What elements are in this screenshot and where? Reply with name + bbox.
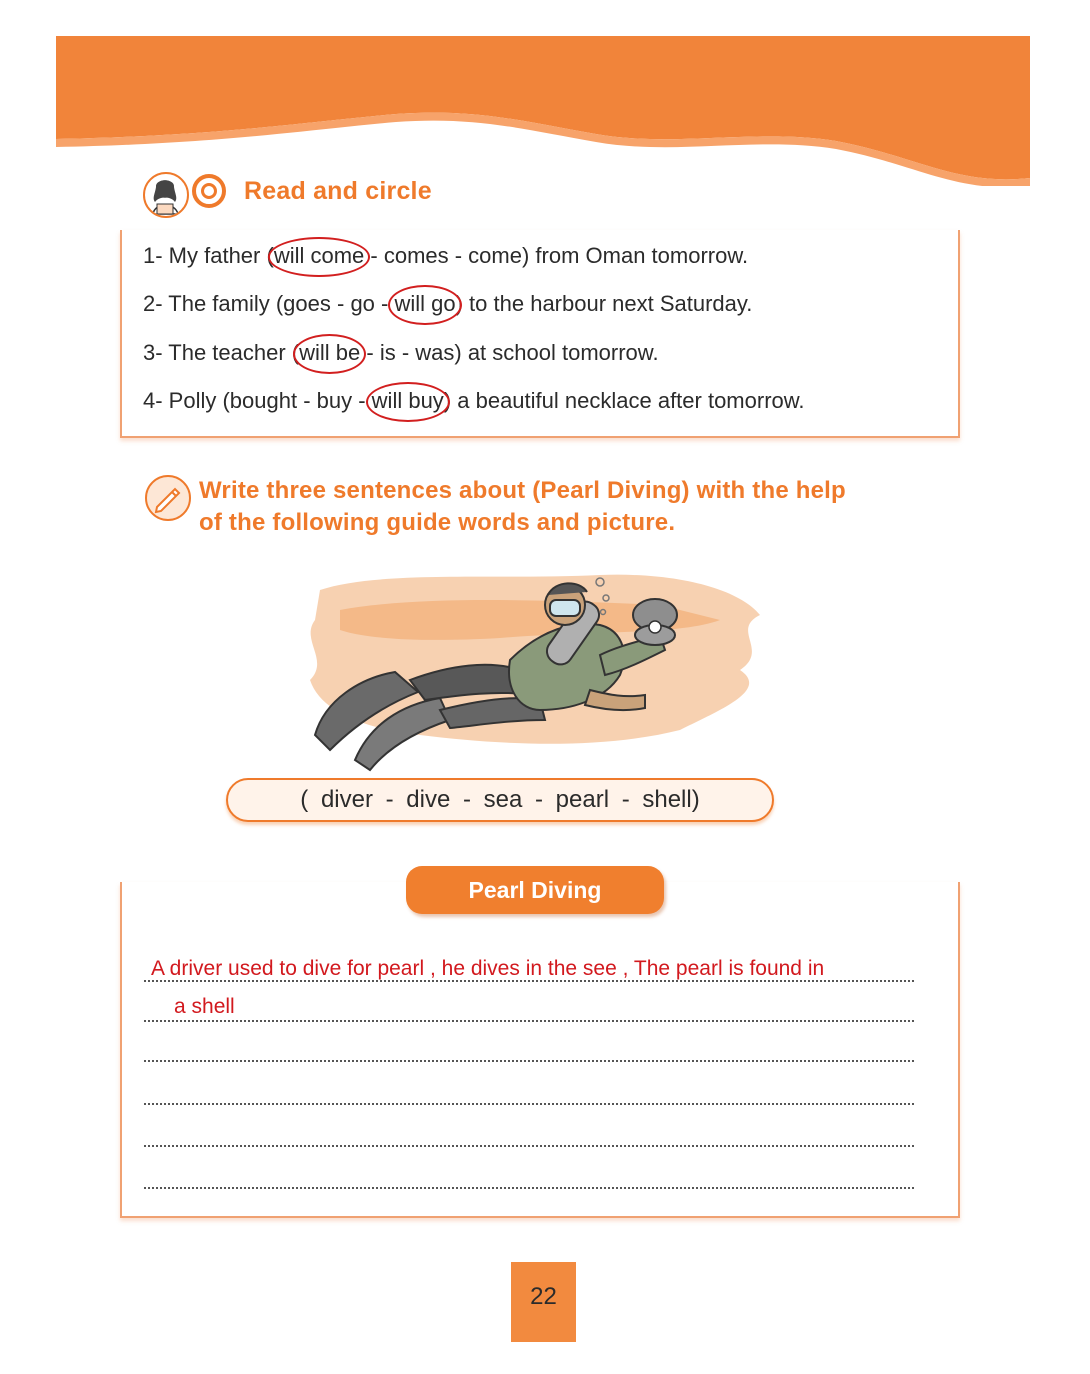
- answer-circle[interactable]: will come: [274, 243, 364, 269]
- write-heading-line2: of the following guide words and picture.: [199, 509, 676, 536]
- diver-illustration: [300, 560, 770, 775]
- pencil-icon: [145, 475, 191, 521]
- writing-line[interactable]: [144, 1145, 914, 1147]
- circle-target-icon: [192, 174, 226, 208]
- answer-line-1: A driver used to dive for pearl , he dives in the see , The pearl is found in: [151, 957, 825, 980]
- answer-circle[interactable]: will go: [394, 291, 455, 317]
- writing-line[interactable]: [144, 980, 914, 982]
- sentence-1: 1- My father (will come - comes - come) from Oman tomorrow.: [143, 243, 748, 269]
- sentence-4: 4- Polly (bought - buy - will buy ) a beautiful necklace after tomorrow.: [143, 388, 805, 414]
- guide-words: ( diver - dive - sea - pearl - shell): [226, 778, 774, 822]
- writing-line[interactable]: [144, 1020, 914, 1022]
- page-number: 22: [511, 1262, 576, 1342]
- sentence-2: 2- The family (goes - go - will go ) to the harbour next Saturday.: [143, 291, 752, 317]
- girl-reading-icon: [143, 172, 189, 218]
- answer-circle[interactable]: will buy: [372, 388, 444, 414]
- header-band: [56, 36, 1030, 186]
- pearl-diving-title: Pearl Diving: [406, 866, 664, 914]
- writing-box: [120, 882, 960, 1218]
- answer-circle[interactable]: will be: [299, 340, 360, 366]
- writing-line[interactable]: [144, 1187, 914, 1189]
- answer-line-2: a shell: [174, 995, 235, 1018]
- writing-line[interactable]: [144, 1060, 914, 1062]
- read-and-circle-heading: Read and circle: [244, 177, 432, 205]
- write-heading-line1: Write three sentences about (Pearl Diving) with the help: [199, 477, 846, 504]
- writing-line[interactable]: [144, 1103, 914, 1105]
- sentence-3: 3- The teacher (will be - is - was) at school tomorrow.: [143, 340, 659, 366]
